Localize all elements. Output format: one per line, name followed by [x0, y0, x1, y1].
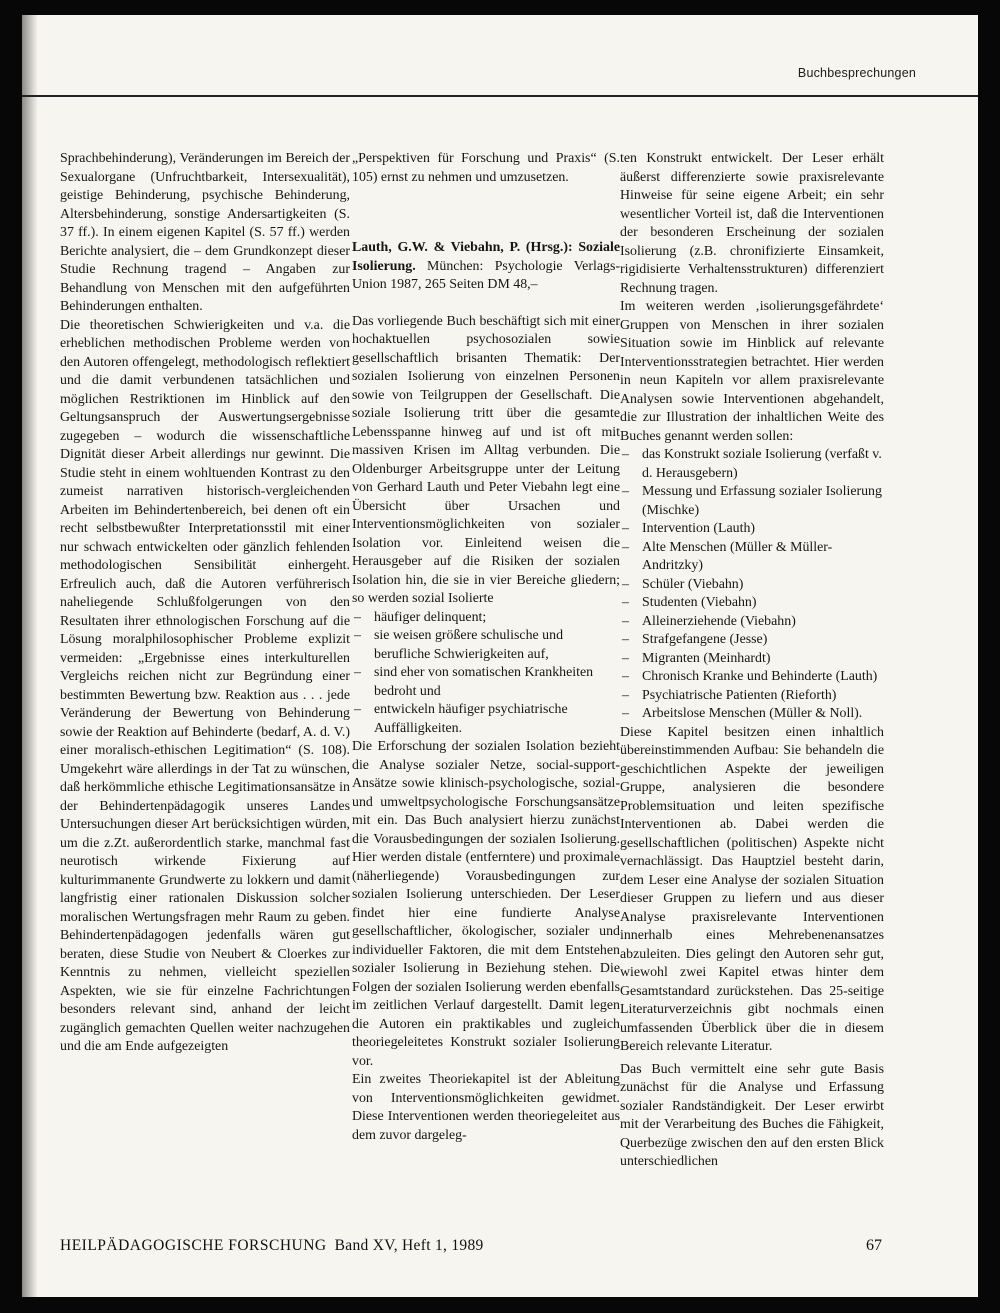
page-number: 67	[866, 1237, 882, 1254]
paragraph: Diese Kapitel besitzen einen inhaltlich übereinstimmenden Aufbau: Sie behandeln die geschichtlichen Aspekte der jeweiligen Gruppe, analysieren die besondere Problemsituation und leiten spezifische Interventionen ab. Dabei werden die gesellschaftlichen (politischen) Aspekte nicht vernachlässigt. Das Hauptziel besteht darin, dem Leser eine Analyse der sozialen Situation dieser Gruppen zu liefern und aus dieser Analyse praxisrelevante Interventionen innerhalb eines Mehrebenenansatzes abzuleiten. Dies gelingt den Autoren sehr gut, wiewohl zwei Kapitel etwas hinter dem Gesamtstandard zurückstehen. Das 25-seitige Literaturverzeichnis gibt nochmals einen umfassenden Überblick über die in diesem Bereich relevante Literatur.	[620, 724, 884, 1054]
list-item: – Alte Menschen (Müller & Müller-Andritzky)	[620, 539, 884, 576]
document-page	[22, 15, 978, 1297]
list-item: – Studenten (Viebahn)	[620, 594, 884, 613]
list-item: – Strafgefangene (Jesse)	[620, 631, 884, 650]
book-citation	[352, 239, 620, 295]
list-item: – Migranten (Meinhardt)	[620, 650, 884, 669]
header-rule	[22, 95, 978, 97]
paragraph: ten Konstrukt entwickelt. Der Leser erhält äußerst differenzierte sowie praxisrelevante Hinweise für seine eigene Arbeit; ein sehr wesentlicher Vorteil ist, daß die Interventionen der besonderen Erscheinung der sozialen Isolierung (z.B. chronifizierte Einsamkeit, rigidisierte Verhaltensstrukturen) differenziert Rechnung tragen.	[620, 151, 884, 296]
text-column-3	[620, 150, 884, 1172]
paragraph: Die Erforschung der sozialen Isolation bezieht die Analyse sozialer Netze, social-support-Ansätze sowie klinisch-psychologische, sozial- und umweltpsychologische Forschungsansätze mit ein. Das Buch analysiert hierzu zunächst die Vorausbedingungen der sozialen Isolierung. Hier werden distale (entferntere) und proximale (näherliegende) Vorausbedingungen zur sozialen Isolierung unterschieden. Der Leser findet hier eine fundierte Analyse gesellschaftlicher, ökologischer, sozialer und individueller Faktoren, die mit dem Entstehen sozialer Isolierung in Beziehung stehen. Die Folgen der sozialen Isolierung werden ebenfalls im zeitlichen Verlauf dargestellt. Damit legen die Autoren ein praktikables und zugleich theoriegeleitetes Konstrukt sozialer Isolierung vor.	[352, 739, 620, 1069]
text-column-1	[60, 150, 350, 1057]
citation-publisher: München: Psychologie Verlags-Union 1987, 265 Seiten DM 48,–	[352, 258, 620, 292]
list-item: – Messung und Erfassung sozialer Isolierung (Mischke)	[620, 483, 884, 520]
paragraph: Im weiteren werden ‚isolierungsgefährdete‘ Gruppen von Menschen in ihrer sozialen Situation sowie im Hinblick auf relevante Interventionsstrategien betrachtet. Hier werden in neun Kapiteln vor allem praxisrelevante Analysen sowie Interventionen abgehandelt, die zur Illustration der inhaltlichen Weite des Buches genannt werden sollen:	[620, 299, 884, 444]
footer-citation	[60, 1237, 484, 1255]
paragraph: „Perspektiven für Forschung und Praxis“ (S. 105) ernst zu nehmen und umzusetzen.	[352, 151, 620, 185]
running-head: Buchbesprechungen	[797, 66, 916, 80]
list-item: – häufiger delinquent;	[352, 609, 620, 628]
list-item: – das Konstrukt soziale Isolierung (verfaßt v. d. Herausgebern)	[620, 446, 884, 483]
page-footer	[60, 1237, 882, 1255]
list-item: – entwickeln häufiger psychiatrische Auffälligkeiten.	[352, 701, 620, 738]
list-item: – Psychiatrische Patienten (Rieforth)	[620, 687, 884, 706]
list-item: – Alleinerziehende (Viebahn)	[620, 613, 884, 632]
list-item: – Schüler (Viebahn)	[620, 576, 884, 595]
chapter-list	[620, 446, 884, 724]
list-item: – sie weisen größere schulische und berufliche Schwierigkeiten auf,	[352, 627, 620, 664]
list-item: – sind eher von somatischen Krankheiten bedroht und	[352, 664, 620, 701]
citation-authors-title: Lauth, G.W. & Viebahn, P. (Hrsg.): Soziale Isolierung.	[352, 240, 620, 274]
paragraph: Das vorliegende Buch beschäftigt sich mit einer hochaktuellen psychosozialen sowie gesellschaftlich brisanten Thematik: Der sozialen Isolierung von einzelnen Personen sowie von Teilgruppen der Gesellschaft. Die soziale Isolierung tritt über die gesamte Lebensspanne hinweg auf und ist oft mit massiven Krisen im Alltag verbunden. Die Oldenburger Arbeitsgruppe unter der Leitung von Gerhard Lauth und Peter Viebahn legt eine Übersicht über Ursachen und Interventionsmöglichkeiten von sozialer Isolation vor. Einleitend weisen die Herausgeber auf die Risiken der sozialen Isolation hin, die sie in vier Bereiche gliedern; so werden sozial Isolierte	[352, 313, 620, 606]
paragraph: Das Buch vermittelt eine sehr gute Basis zunächst für die Analyse und Erfassung sozialer Randständigkeit. Der Leser erwirbt mit der Verarbeitung des Buches die Fähigkeit, Querbezüge zwischen den auf den ersten Blick unterschiedlichen	[620, 1061, 884, 1169]
list-item: – Chronisch Kranke und Behinderte (Lauth)	[620, 668, 884, 687]
paragraph: Ein zweites Theoriekapitel ist der Ableitung von Interventionsmöglichkeiten gewidmet. Diese Interventionen werden theoriegeleitet aus dem zuvor dargeleg-	[352, 1072, 620, 1143]
journal-title: HEILPÄDAGOGISCHE FORSCHUNG	[60, 1237, 327, 1254]
risk-list	[352, 609, 620, 739]
text-column-2	[352, 150, 620, 1145]
list-item: – Arbeitslose Menschen (Müller & Noll).	[620, 705, 884, 724]
page-gutter-shadow	[22, 15, 38, 1297]
paragraph: Sprachbehinderung), Veränderungen im Bereich der Sexualorgane (Unfruchtbarkeit, Intersexualität), geistige Behinderung, psychische Behinderung, Altersbehinderung, sonstige Andersartigkeiten (S. 37 ff.). In einem eigenen Kapitel (S. 57 ff.) werden Berichte analysiert, die – dem Grundkonzept dieser Studie Rechnung tragend – Angaben zur Behandlung von Menschen mit den aufgeführten Behinderungen enthalten.	[60, 151, 350, 314]
issue-info: Band XV, Heft 1, 1989	[334, 1237, 484, 1254]
paragraph: Die theoretischen Schwierigkeiten und v.a. die erheblichen methodischen Probleme werden von den Autoren offengelegt, methodologisch reflektiert und die damit verbundenen tatsächlichen und möglichen Restriktionen im Hinblick auf den Geltungsanspruch der Auswertungsergebnisse zugegeben – wodurch die wissenschaftliche Dignität dieser Arbeit allerdings nur gewinnt. Die Studie steht in einem wohltuenden Kontrast zu den zumeist narrativen historisch-vergleichenden Arbeiten im Behindertenbereich, bei denen oft ein recht selbstbewußter Interpretationsstil mit einer nur schwach entwickelten oder gänzlich fehlenden methodologischen Sensibilität einhergeht. Erfreulich auch, daß die Autoren verführerisch naheliegende Schlußfolgerungen von den Resultaten ihrer ethnologischen Forschung auf die Lösung moralphilosophischer Probleme explizit vermeiden: „Ergebnisse eines interkulturellen Vergleichs reichen nicht zur Begründung einer bestimmten Bewertung bzw. Reaktion aus . . . jede Veränderung der Bewertung von Behinderung sowie der Reaktion auf Behinderte (bedarf, A. d. V.) einer moralisch-ethischen Legitimation“ (S. 108). Umgekehrt wäre allerdings in der Tat zu wünschen, daß herkömmliche ethische Legitimationsansätze in der Behindertenpädagogik unseres Landes Untersuchungen dieser Art berücksichtigen würden, um die z.Zt. außerordentlich starke, manchmal fast neurotisch wirkende Fixierung auf kulturimmanente Grundwerte zu lokkern und damit langfristig einer rationalen Diskussion solcher moralischen Wertungsfragen mehr Raum zu geben. Behindertenpädagogen jedenfalls wären gut beraten, diese Studie von Neubert & Cloerkes zur Kenntnis zu nehmen, vielleicht speziellen Aspekten, wie sie für einzelne Fachrichtungen besonders relevant sind, anhand der leicht zugänglich gemachten Quellen weiter nachzugehen und die am Ende aufgezeigten	[60, 317, 350, 1054]
list-item: – Intervention (Lauth)	[620, 520, 884, 539]
